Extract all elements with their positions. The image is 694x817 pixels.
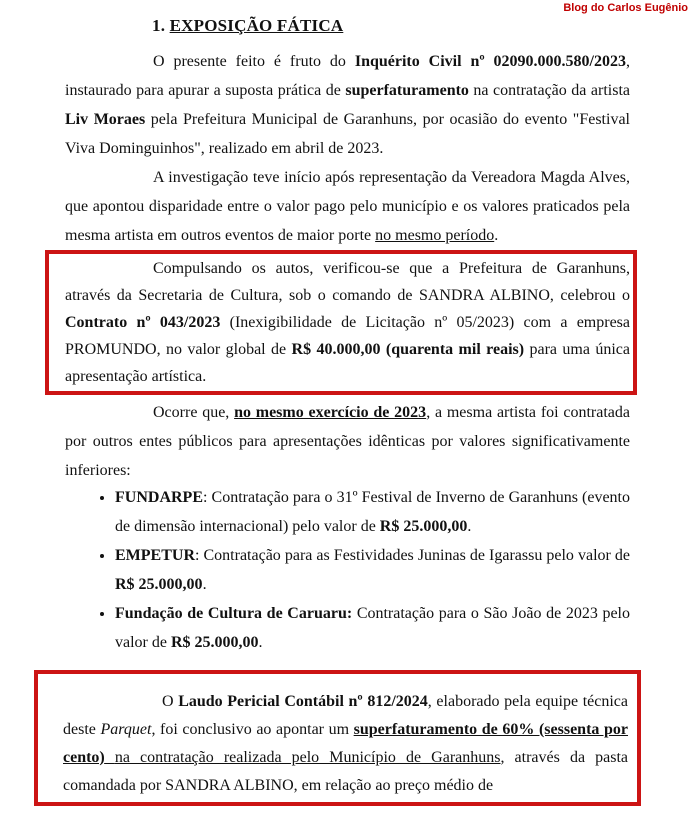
paragraph-contrato: Compulsando os autos, verificou-se que a Prefeitura de Garanhuns, através da Secretaria de Cultura, sob o comando de SANDRA ALBINO, celebrou o Contrato nº 043/2023 (Inexigibilidade de Licitação nº 05/2023) com a empresa PROMUNDO, no valor global de R$ 40.000,00 (quarenta mil reais) para uma única apresentação artística. (65, 260, 630, 385)
section-title (152, 14, 630, 38)
list-item-caruaru: • Fundação de Cultura de Caruaru: Contratação para o São João de 2023 pelo valor de R$ 25.000,00. (115, 599, 630, 657)
list-item-empetur: • EMPETUR: Contratação para as Festividades Juninas de Igarassu pelo valor de R$ 25.000,00. (115, 541, 630, 599)
blog-credit: Blog do Carlos Eugênio (563, 2, 688, 14)
comparison-list (65, 483, 630, 657)
paragraph-laudo-pericial: O Laudo Pericial Contábil nº 812/2024, elaborado pela equipe técnica deste Parquet, foi conclusivo ao apontar um superfaturamento de 60% (sessenta por cento) na contratação realizada pelo Município de Garanhuns, através da pasta comandada por SANDRA ALBINO, em relação ao preço médio de (63, 693, 629, 794)
section-number: 1. (152, 16, 166, 35)
highlight-box-laudo (34, 670, 641, 806)
list-item-fundarpe: • FUNDARPE: Contratação para o 31º Festival de Inverno de Garanhuns (evento de dimensão internacional) pelo valor de R$ 25.000,00. (115, 483, 630, 541)
highlight-box-contrato (45, 250, 637, 395)
paragraph-ocorre-que: Ocorre que, no mesmo exercício de 2023, a mesma artista foi contratada por outros entes públicos para apresentações idênticas por valores significativamente inferiores: (65, 404, 630, 479)
paragraph-inquerito-civil: O presente feito é fruto do Inquérito Civil nº 02090.000.580/2023, instaurado para apurar a suposta prática de superfaturamento na contratação da artista Liv Moraes pela Prefeitura Municipal de Garanhuns, por ocasião do evento "Festival Viva Dominguinhos", realizado em abril de 2023. (65, 53, 631, 157)
paragraph-investigacao: A investigação teve início após representação da Vereadora Magda Alves, que apontou disparidade entre o valor pago pelo município e os valores praticados pela mesma artista em outros eventos de maior porte no mesmo período. (65, 169, 630, 244)
section-title-text: EXPOSIÇÃO FÁTICA (169, 16, 344, 35)
